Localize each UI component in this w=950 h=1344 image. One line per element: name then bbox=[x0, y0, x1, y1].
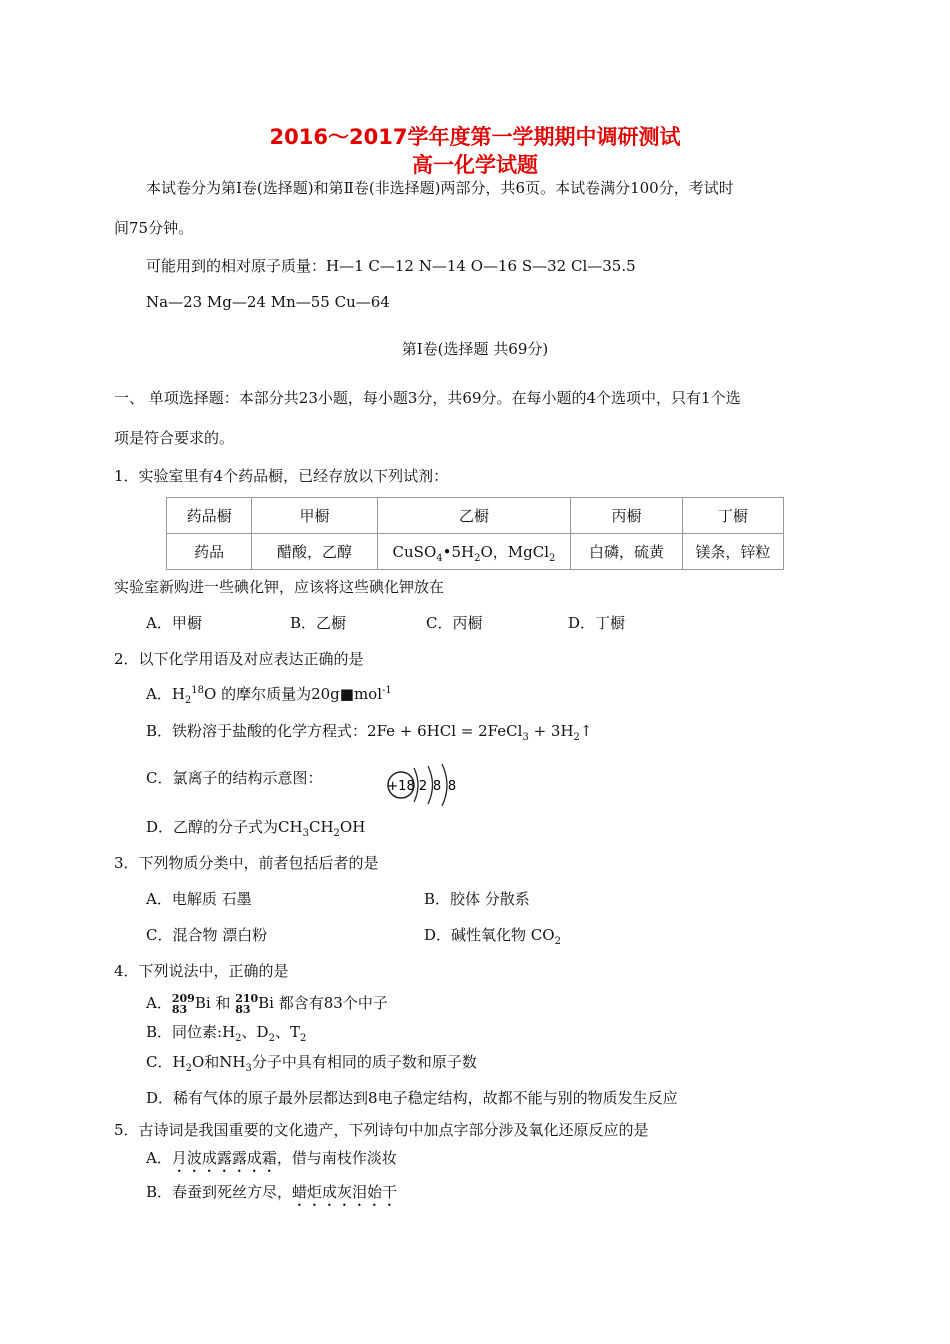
reagent-cabinet-table bbox=[166, 497, 784, 570]
section-instructions-1: 一、 单项选择题：本部分共23小题，每小题3分，共69分。在每小题的4个选项中，只有1个选 bbox=[114, 389, 741, 407]
section-instructions-2: 项是符合要求的。 bbox=[114, 429, 235, 447]
q2-option-d: D．乙醇的分子式为$CH_3CH_2OH$ bbox=[146, 818, 366, 839]
q4-option-c: C．$H_2O$和$NH_3$分子中具有相同的质子数和原子数 bbox=[146, 1053, 477, 1074]
q3-option-a: A．电解质 石墨 bbox=[146, 890, 252, 908]
shell-electrons: 2 bbox=[418, 779, 428, 794]
exam-subtitle: 高一化学试题 bbox=[412, 153, 538, 177]
section-title: 第Ⅰ卷(选择题 共69分) bbox=[401, 340, 549, 358]
shell-electrons: 8 bbox=[447, 779, 457, 794]
exam-title: 2016～2017学年度第一学期期中调研测试 bbox=[269, 125, 681, 149]
q1-option-a: A．甲橱 bbox=[146, 614, 202, 632]
atomic-mass-line-2: Na—23 Mg—24 Mn—55 Cu—64 bbox=[146, 293, 390, 311]
shell-electrons: 8 bbox=[432, 779, 442, 794]
q4-option-a: A． 209 83 Bi 和 210 83 Bi 都含有83个中子 bbox=[146, 992, 388, 1016]
atomic-mass-line-1: 可能用到的相对原子质量：H—1 C—12 N—14 O—16 S—32 Cl—35.5 bbox=[146, 257, 636, 275]
q2-stem: 2．以下化学用语及对应表达正确的是 bbox=[114, 650, 364, 668]
table-cell: 白磷，硫黄 bbox=[571, 534, 682, 570]
table-row bbox=[167, 534, 784, 570]
nuclide-notation: 209 83 bbox=[171, 992, 195, 1016]
q5-option-b: B．春蚕到死丝方尽，蜡炬成灰泪始干 bbox=[146, 1183, 398, 1201]
table-header-cell: 甲橱 bbox=[252, 498, 377, 534]
chloride-ion-structure-diagram bbox=[384, 760, 464, 808]
emphasized-text: 月波成露露成霜 bbox=[171, 1149, 277, 1167]
q1-stem: 1．实验室里有4个药品橱，已经存放以下列试剂： bbox=[114, 467, 449, 485]
q4-stem: 4．下列说法中，正确的是 bbox=[114, 962, 289, 980]
electron-shell-arc bbox=[442, 764, 447, 806]
intro-line-2: 间75分钟。 bbox=[114, 219, 194, 237]
intro-line-1: 本试卷分为第Ⅰ卷(选择题)和第Ⅱ卷(非选择题)两部分，共6页。本试卷满分100分，考试时 bbox=[146, 179, 734, 197]
q2-option-c: C．氯离子的结构示意图： bbox=[146, 769, 323, 787]
table-header-row bbox=[167, 498, 784, 534]
q1-followup: 实验室新购进一些碘化钾，应该将这些碘化钾放在 bbox=[114, 578, 445, 596]
q2-option-b: B．铁粉溶于盐酸的化学方程式：2Fe + 6HCl = 2FeCl$_3$ + $3H_2↑$ bbox=[146, 722, 593, 743]
q3-stem: 3．下列物质分类中，前者包括后者的是 bbox=[114, 854, 379, 872]
table-header-cell: 乙橱 bbox=[377, 498, 571, 534]
nuclide-notation: 210 83 bbox=[235, 992, 259, 1016]
table-header-cell: 丁橱 bbox=[682, 498, 783, 534]
q5-option-a: A．月波成露露成霜，借与南枝作淡妆 bbox=[146, 1149, 397, 1167]
table-header-cell: 药品橱 bbox=[167, 498, 252, 534]
q1-option-c: C．丙橱 bbox=[426, 614, 483, 632]
table-header-cell: 丙橱 bbox=[571, 498, 682, 534]
q1-option-b: B．乙橱 bbox=[290, 614, 347, 632]
q2-option-a: A．$H_2^{18}O$ 的摩尔质量为20g■mol$^{-1}$ bbox=[146, 685, 392, 706]
q3-option-b: B．胶体 分散系 bbox=[424, 890, 530, 908]
table-cell: 醋酸，乙醇 bbox=[252, 534, 377, 570]
q3-option-c: C．混合物 漂白粉 bbox=[146, 926, 268, 944]
table-cell: $CuSO_4•5H_2O$，MgCl$_2$ bbox=[377, 534, 571, 570]
q4-option-b: B．同位素$:H_2$、$D_2$、$T_2$ bbox=[146, 1023, 307, 1044]
q3-option-d: D．碱性氧化物 $CO_2$ bbox=[424, 926, 561, 947]
q4-option-d: D．稀有气体的原子最外层都达到8电子稳定结构，故都不能与别的物质发生反应 bbox=[146, 1089, 678, 1107]
electron-shell-arc bbox=[428, 766, 433, 804]
table-cell: 镁条，锌粒 bbox=[682, 534, 783, 570]
emphasized-text: 蜡炬成灰泪始干 bbox=[292, 1183, 398, 1201]
nucleus-charge: +18 bbox=[387, 779, 415, 794]
q5-stem: 5．古诗词是我国重要的文化遗产，下列诗句中加点字部分涉及氧化还原反应的是 bbox=[114, 1121, 649, 1139]
table-cell: 药品 bbox=[167, 534, 252, 570]
q1-option-d: D．丁橱 bbox=[568, 614, 626, 632]
